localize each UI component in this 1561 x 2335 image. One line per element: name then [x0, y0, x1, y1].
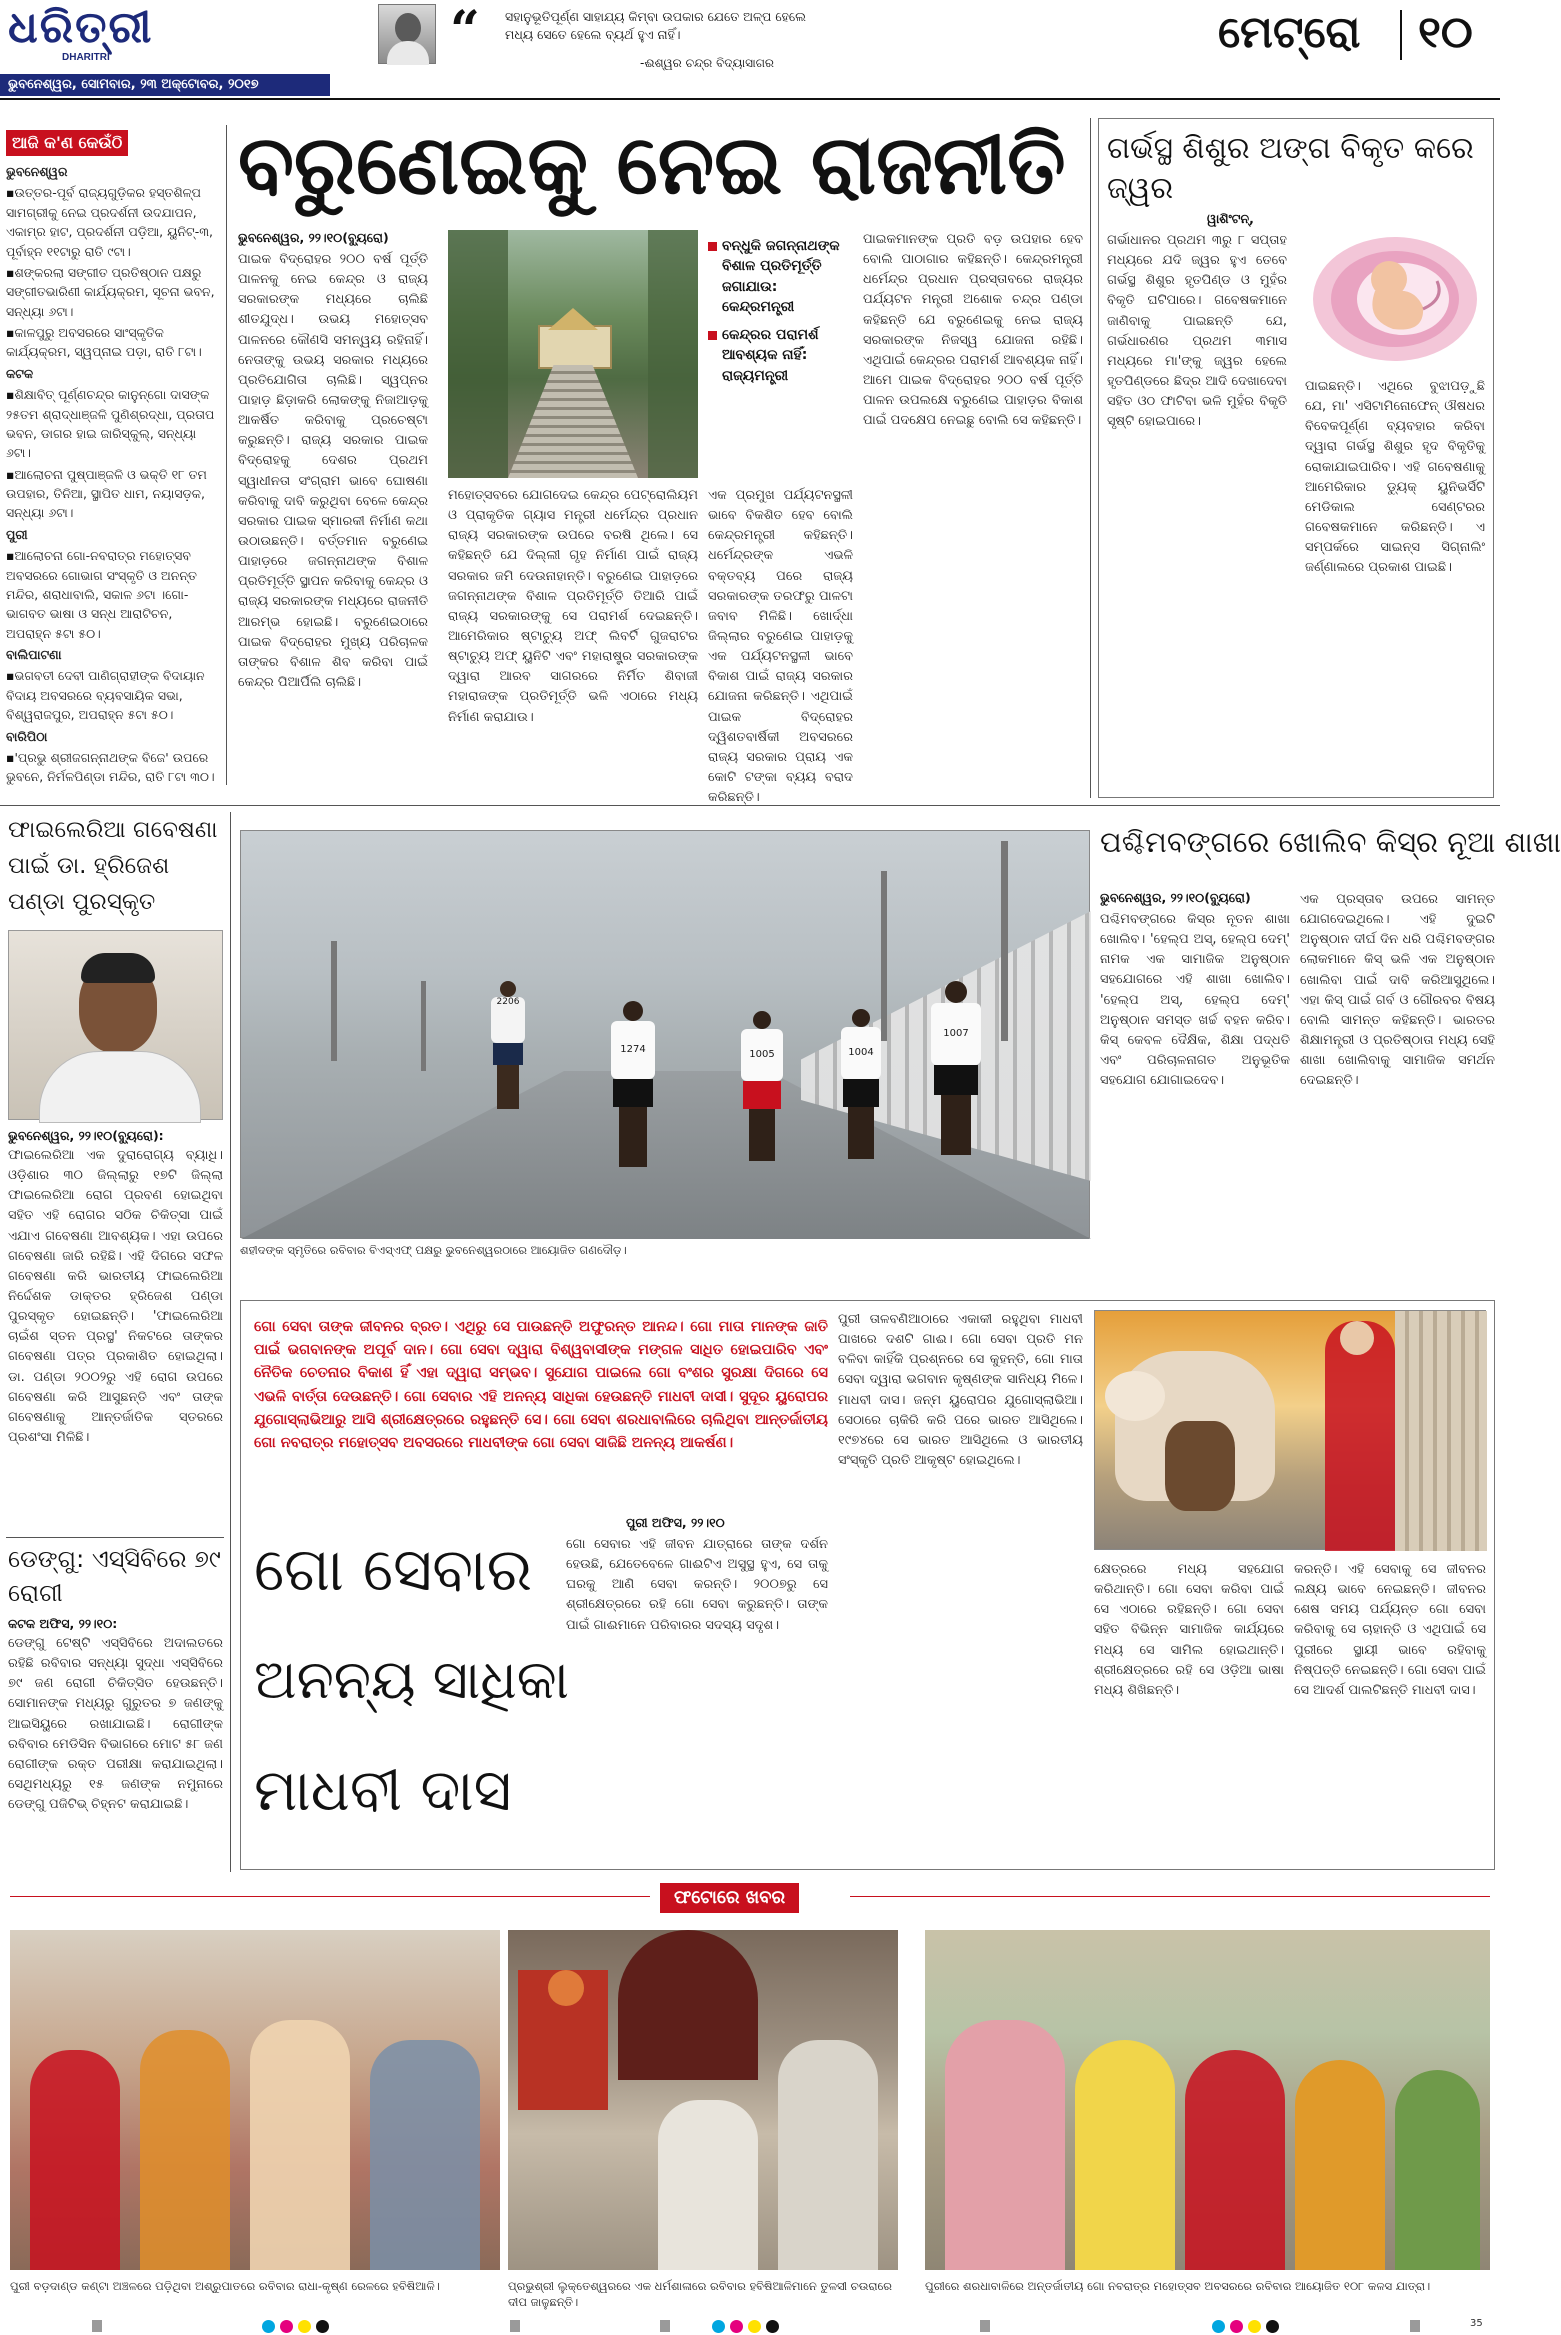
dengue-dateline: କଟକ ଅଫିସ, ୨୨।୧୦:	[8, 1616, 118, 1631]
runner	[931, 981, 981, 1161]
photo-news-3	[925, 1930, 1490, 2270]
runner-bib: 1004	[841, 1027, 881, 1079]
go-seva-headline-line-3: ମାଧବୀ ଦାସ	[254, 1756, 512, 1824]
events-section-baripitha: ବାରିପିଠା ▪ 'ପ୍ରଭୁ ଶ୍ରୀଜଗନ୍ନାଥଙ୍କ ବିଜେ' ଉପରେ ଭୁବନେ, ନିର୍ମଳପିଣ୍ଡା ମନ୍ଦିର, ରାତି ୮ଟା ୩୦।	[6, 727, 218, 787]
fetus-body-col-1: ଗର୍ଭାଧାନର ପ୍ରଥମ ୩ରୁ ୮ ସପ୍ତାହ ମଧ୍ୟରେ ଯଦି ଜ୍ୱର ହୁଏ ତେବେ ଗର୍ଭସ୍ଥ ଶିଶୁର ହୃତପିଣ୍ଡ ଓ ମୁହଁର ବିକୃତି ଘଟିପାରେ। ଗବେଷକମାନେ ଜାଣିବାକୁ ପାଇଛନ୍ତି ଯେ, ଗର୍ଭଧାରଣର ପ୍ରଥମ ୩ମାସ ମଧ୍ୟରେ ମା'ଙ୍କୁ ଜ୍ୱର ହେଲେ ହୃତପିଣ୍ଡରେ ଛିଦ୍ର ଆଦି ଦେଖାଦେବା ସହିତ ଓଠ ଫାଟିବା ଭଳି ମୁହଁର ବିକୃତି ସୃଷ୍ଟି ହୋଇପାରେ।	[1107, 233, 1287, 430]
quote-mark-icon: “	[450, 0, 480, 61]
runner-bib: 2206	[491, 997, 525, 1043]
grey-bar-mark	[92, 2320, 102, 2332]
event-item: ▪ 'ପ୍ରଭୁ ଶ୍ରୀଜଗନ୍ନାଥଙ୍କ ବିଜେ' ଉପରେ ଭୁବନେ, ନିର୍ମଳପିଣ୍ଡା ମନ୍ଦିର, ରାତି ୮ଟା ୩୦।	[6, 748, 218, 787]
marathon-caption: ଶହୀଦଙ୍କ ସ୍ମୃତିରେ ରବିବାର ବିଏସ୍‌ଏଫ୍ ପକ୍ଷରୁ ଭୁବନେଶ୍ୱରଠାରେ ଆୟୋଜିତ ଗଣଦୌଡ଼।	[240, 1243, 627, 1257]
kisr-headline: ପଶ୍ଚିମବଙ୍ଗରେ ଖୋଲିବ କିସ୍‌ର ନୂଆ ଶାଖା	[1100, 825, 1561, 859]
go-seva-headline-line-1: ଗୋ ସେବାର	[254, 1535, 533, 1605]
lead-body-col-3: ଏକ ପ୍ରମୁଖ ପର୍ଯ୍ୟଟନସ୍ଥଳୀ ଭାବେ ବିକଶିତ ହେବ ବୋଲି କେନ୍ଦ୍ରମନ୍ତ୍ରୀ କହିଛନ୍ତି। ଧର୍ମେନ୍ଦ୍ରଙ୍କ ଏଭଳି ବକ୍ତବ୍ୟ ପରେ ରାଜ୍ୟ ସରକାରଙ୍କ ତରଫରୁ ପାଳଟା ଜବାବ ମିଳିଛି। ଖୋର୍ଦ୍ଧା ଜିଲ୍ଲାର ବରୁଣେଇ ପାହାଡ଼କୁ ଏକ ପର୍ଯ୍ୟଟନସ୍ଥଳୀ ଭାବେ ବିକାଶ ପାଇଁ ରାଜ୍ୟ ସରକାର ଯୋଜନା କରିଛନ୍ତି। ଏଥିପାଇଁ ପାଇକ ବିଦ୍ରୋହର ଦ୍ୱିଶତବାର୍ଷିକୀ ଅବସରରେ ରାଜ୍ୟ ସରକାର ପ୍ରାୟ ଏକ କୋଟି ଟଙ୍କା ବ୍ୟୟ ବରାଦ କରିଛନ୍ତି।	[708, 488, 853, 806]
print-registration-marks	[0, 2318, 1500, 2335]
event-item: ▪ ଶଙ୍କରଲା ସଙ୍ଗୀତ ପ୍ରତିଷ୍ଠାନ ପକ୍ଷରୁ ସଙ୍ଗୀତଭାରିଣୀ କାର୍ଯ୍ୟକ୍ରମ, ସୂଚନା ଭବନ, ସନ୍ଧ୍ୟା ୬ଟା।	[6, 263, 218, 321]
go-seva-headline-line-2: ଅନନ୍ୟ ସାଧିକା	[254, 1648, 570, 1711]
dengue-headline: ଡେଙ୍ଗୁ: ଏସ୍‌ସିବିରେ ୭୯ ରୋଗୀ	[8, 1545, 221, 1607]
lead-body-col-1: ପାଇକ ବିଦ୍ରୋହର ୨୦୦ ବର୍ଷ ପୂର୍ତ୍ତି ପାଳନକୁ ନେଇ କେନ୍ଦ୍ର ଓ ରାଜ୍ୟ ସରକାରଙ୍କ ମଧ୍ୟରେ ଚାଲିଛି ଶୀତଯୁଦ୍ଧ। ଉଭୟ ମହୋତ୍ସବ ପାଳନରେ କୌଣସି ସମନ୍ୱୟ ରହିନାହିଁ। ନେତାଙ୍କୁ ଉଭୟ ସରକାର ମଧ୍ୟରେ ପ୍ରତିଯୋଗିତା ଚାଲିଛି। ସ୍ୱପ୍ନର ପାହାଡ଼ ଛିଡ଼ାକରି ଲୋକଙ୍କୁ ନିଜାଆଡ଼କୁ ଆକର୍ଷିତ କରିବାକୁ ପ୍ରଚେଷ୍ଟା କରୁଛନ୍ତି। ରାଜ୍ୟ ସରକାର ପାଇକ ବିଦ୍ରୋହକୁ ଦେଶର ପ୍ରଥମ ସ୍ୱାଧୀନତା ସଂଗ୍ରାମ ଭାବେ ଘୋଷଣା କରିବାକୁ ଦାବି କରୁଥିବା ବେଳେ କେନ୍ଦ୍ର ସରକାର ପାଇକ ସ୍ମାରକୀ ନିର୍ମାଣ କଥା ଉଠାଉଛନ୍ତି। ବର୍ତ୍ତମାନ ବରୁଣେଇ ପାହାଡ଼ରେ ଜଗନ୍ନାଥଙ୍କ ବିଶାଳ ପ୍ରତିମୂର୍ତ୍ତି ସ୍ଥାପନ କରିବାକୁ କେନ୍ଦ୍ର ଓ ରାଜ୍ୟ ସରକାରଙ୍କ ମଧ୍ୟରେ ରାଜନୀତି ଆରମ୍ଭ ହୋଇଛି। ବରୁଣେଇଠାରେ ପାଇକ ବିଦ୍ରୋହର ମୁଖ୍ୟ ପରିଚାଳକ ତାଙ୍କର ବିଶାଳ ଶିବ କରିବା ପାଇଁ କେନ୍ଦ୍ର ପିଆର୍ପିଲି ଚାଲିଛି।	[238, 252, 428, 690]
lead-photo-barunei-hill	[448, 230, 698, 478]
go-seva-intro: ଗୋ ସେବା ତାଙ୍କ ଜୀବନର ବ୍ରତ। ଏଥିରୁ ସେ ପାଉଛନ୍ତି ଅଫୁରନ୍ତ ଆନନ୍ଦ। ଗୋ ମାତା ମାନଙ୍କ ଜାତି ପାଇଁ ଭଗବାନଙ୍କ ଅପୂର୍ବ ଦାନ। ଗୋ ସେବା ଦ୍ୱାରା ବିଶ୍ୱବାସୀଙ୍କ ମଙ୍ଗଳ ସାଧିତ ହୋଇପାରିବ ଏବଂ ନୈତିକ ଚେତନାର ବିକାଶ ହିଁ ଏହା ଦ୍ୱାରା ସମ୍ଭବ। ସୁଯୋଗ ପାଇଲେ ଗୋ ବଂଶର ସୁରକ୍ଷା ଦିଗରେ ସେ ଏଭଳି ବାର୍ତ୍ତା ଦେଉଛନ୍ତି। ଗୋ ସେବାର ଏହି ଅନନ୍ୟ ସାଧିକା ହେଉଛନ୍ତି ମାଧବୀ ଦାସୀ। ସୁଦୂର ୟୁରୋପର ଯୁଗୋସ୍ଲାଭିଆରୁ ଆସି ଶ୍ରୀକ୍ଷେତ୍ରରେ ରହୁଛନ୍ତି ସେ। ଗୋ ସେବା ଶରଧାବାଲିରେ ଚାଲିଥିବା ଆନ୍ତର୍ଜାତୀୟ ଗୋ ନବରାତ୍ର ମହୋତ୍ସବ ଅବସରରେ ମାଧବୀଙ୍କ ଗୋ ସେବା ସାଜିଛି ଅନନ୍ୟ ଆକର୍ଷଣ।	[254, 1319, 828, 1451]
event-item: ▪ ଶିକ୍ଷାବିତ୍ ପୂର୍ଣ୍ଣଚନ୍ଦ୍ର କାନୁନ୍‌ଗୋ ଦାସଙ୍କ ୨୫ତମ ଶ୍ରାଦ୍ଧାଞ୍ଜଳି ପୁଣିଶ୍ରଦ୍ଧା, ପ୍ରତାପ ଭବନ, ଡାଗର ହାଇ ଜାରିସ୍କୁଲ୍, ସନ୍ଧ୍ୟା ୬ଟା।	[6, 385, 218, 463]
masthead-quote: ସହାନୁଭୂତିପୂର୍ଣ୍ଣ ସାହାଯ୍ୟ କିମ୍ବା ଉପକାର ଯେତେ ଅଳ୍ପ ହେଲେ ମଧ୍ୟ ସେତେ ହେଲେ ବ୍ୟର୍ଥ ହୁଏ ନାହିଁ।	[505, 9, 807, 43]
dateline-bar	[0, 74, 330, 96]
square-bullet-icon	[708, 242, 717, 251]
logo-text: ଧରିତ୍ରୀ	[8, 2, 154, 53]
fetus-dateline: ୱାଶିଂଟନ୍,	[1207, 211, 1254, 226]
go-seva-body-col-3: କ୍ଷେତ୍ରରେ ମଧ୍ୟ ସହଯୋଗ କରିଥାନ୍ତି। ଗୋ ସେବା କରିବା ପାଇଁ ସେ ଏଠାରେ ରହିଛନ୍ତି। ଗୋ ସେବା ସହିତ ବିଭିନ୍ନ ସାମାଜିକ କାର୍ଯ୍ୟରେ ମଧ୍ୟ ସେ ସାମିଲ ହୋଇଥାନ୍ତି। ଶ୍ରୀକ୍ଷେତ୍ରରେ ରହି ସେ ଓଡ଼ିଆ ଭାଷା ମଧ୍ୟ ଶିଖିଛନ୍ତି।	[1094, 1562, 1284, 1698]
photo-news-caption-1: ପୁରୀ ବଡ଼ଦାଣ୍ଡ କଣ୍ଟା ଅଞ୍ଚଳରେ ପଡ଼ିଥିବା ଅଶ୍ରୁପାତରେ ରବିବାର ରାଧା-କୃଷ୍ଣ ରେଳରେ ହବିଷିଆଳି।	[10, 2279, 440, 2293]
runner	[841, 1009, 881, 1159]
runner-bib: 1007	[931, 1003, 981, 1065]
events-sidebar	[6, 130, 218, 790]
go-seva-body-col-4: କରନ୍ତି। ଏହି ସେବାକୁ ସେ ଜୀବନର ଲକ୍ଷ୍ୟ ଭାବେ ନେଇଛନ୍ତି। ଜୀବନର ଶେଷ ସମୟ ପର୍ଯ୍ୟନ୍ତ ଗୋ ସେବା କରିବାକୁ ସେ ଚାହାନ୍ତି ଓ ଏଥିପାଇଁ ସେ ପୁରୀରେ ସ୍ଥାୟୀ ଭାବେ ରହିବାକୁ ନିଷ୍ପତ୍ତି ନେଇଛନ୍ତି। ଗୋ ସେବା ପାଇଁ ସେ ଆଦର୍ଶ ପାଲଟିଛନ୍ତି ମାଧବୀ ଦାସ।	[1294, 1562, 1486, 1698]
masthead	[0, 0, 1500, 70]
photo-news-1	[10, 1930, 500, 2270]
logo-sub: DHARITRI	[62, 52, 110, 63]
events-section-bhubaneswar: ଭୁବନେଶ୍ୱର ▪ ଉତ୍ତର-ପୂର୍ବ ରାଜ୍ୟଗୁଡ଼ିକର ହସ୍ତଶିଳ୍ପ ସାମଗ୍ରୀକୁ ନେଇ ପ୍ରଦର୍ଶନୀ ଉଦଯାପନ, ଏକାମ୍ର ହାଟ, ପ୍ରଦର୍ଶନୀ ପଡ଼ିଆ, ୟୁନିଟ୍-୩, ପୂର୍ବାହ୍ନ ୧୧ଟାରୁ ରାତି ୯ଟା। ▪ ଶଙ୍କରଲା ସଙ୍ଗୀତ ପ୍ରତିଷ୍ଠାନ ପକ୍ଷରୁ ସଙ୍ଗୀତଭାରିଣୀ କାର୍ଯ୍ୟକ୍ରମ, ସୂଚନା ଭବନ, ସନ୍ଧ୍ୟା ୬ଟା। ▪ କାଳପୁରୁ ଅବସରରେ ସାଂସ୍କୃତିକ କାର୍ଯ୍ୟକ୍ରମ, ସ୍ୱପ୍ନାଇ ପଡ଼ା, ରାତି ୮ଟା।	[6, 162, 218, 362]
logo	[8, 4, 183, 66]
dengue-body: ଡେଙ୍ଗୁ ଟେଷ୍ଟି ଏସ୍‌ସିବିରେ ଅଦାଲତରେ ରହିଛି ରବିବାର ସନ୍ଧ୍ୟା ସୁଦ୍ଧା ଏସ୍‌ସିବିରେ ୭୯ ଜଣ ରୋଗୀ ଚିକିତ୍ସିତ ହେଉଛନ୍ତି। ସୋମାନଙ୍କ ମଧ୍ୟରୁ ଗୁରୁତର ୭ ଜଣଙ୍କୁ ଆଇସିୟୁରେ ରଖାଯାଇଛି। ରୋଗୀଙ୍କ ରବିବାର ମେଡିସିନ ବିଭାଗରେ ମୋଟ ୫୮ ଜଣ ରୋଗୀଙ୍କ ରକ୍ତ ପରୀକ୍ଷା କରାଯାଇଥିଲା। ସେଥିମଧ୍ୟରୁ ୧୫ ଜଣଙ୍କ ନମୁନାରେ ଡେଙ୍ଗୁ ପଜିଟିଭ୍ ଚିହ୍ନଟ କରାଯାଇଛି।	[8, 1636, 223, 1813]
square-bullet-icon	[708, 331, 717, 340]
lead-body-col-2: ମହୋତ୍ସବରେ ଯୋଗଦେଇ କେନ୍ଦ୍ର ପେଟ୍ରୋଲିୟମ ଓ ପ୍ରାକୃତିକ ଗ୍ୟାସ ମନ୍ତ୍ରୀ ଧର୍ମେନ୍ଦ୍ର ପ୍ରଧାନ ରାଜ୍ୟ ସରକାରଙ୍କ ଉପରେ ବରଷି ଥିଲେ। ସେ କହିଛନ୍ତି ଯେ ଦିଲ୍ଲୀ ଗୃହ ନିର୍ମାଣ ପାଇଁ ରାଜ୍ୟ ସରକାର ଜମି ଦେଉନାହାନ୍ତି। ବରୁଣେଇ ପାହାଡ଼ରେ ଜଗନ୍ନାଥଙ୍କ ବିଶାଳ ପ୍ରତିମୂର୍ତ୍ତି ତିଆରି ପାଇଁ ରାଜ୍ୟ ସରକାରଙ୍କୁ ସେ ପରାମର୍ଶ ଦେଇଛନ୍ତି। ଆମେରିକାର ଷ୍ଟାଚ୍ୟୁ ଅଫ୍ ଲିବର୍ଟି ଗୁଜରାଟର ଷ୍ଟାଚ୍ୟୁ ଅଫ୍ ୟୁନିଟି ଏବଂ ମହାରାଷ୍ଟ୍ର ସରକାରଙ୍କ ଦ୍ୱାରା ଆରବ ସାଗରରେ ନିର୍ମିତ ଶିବାଜୀ ମହାରାଜଙ୍କ ପ୍ରତିମୂର୍ତ୍ତି ଭଳି ଏଠାରେ ମଧ୍ୟ ନିର୍ମାଣ କରାଯାଉ।	[448, 488, 698, 725]
event-item: ▪ କାଳପୁରୁ ଅବସରରେ ସାଂସ୍କୃତିକ କାର୍ଯ୍ୟକ୍ରମ, ସ୍ୱପ୍ନାଇ ପଡ଼ା, ରାତି ୮ଟା।	[6, 323, 218, 362]
events-section-puri: ପୁରୀ ▪ ଆଲୋଚନା ଗୋ-ନବରାତ୍ର ମହୋତ୍ସବ ଅବସରରେ ଗୋଭାଗ ସଂସ୍କୃତି ଓ ଅନନ୍ତ ମନ୍ଦିର, ଶରାଧାବାଲି, ସକାଳ ୬ଟା ।ଗୋ-ଭାଗବତ ଭାଷା ଓ ସନ୍ଧ ଆରାଟିଚନ, ଅପରାହ୍ନ ୫ଟା ୫୦।	[6, 525, 218, 643]
photo-news-caption-3: ପୁରୀରେ ଶରଧାବାଳିରେ ଅନ୍ତର୍ଜାତୀୟ ଗୋ ନବରାତ୍ର ମହୋତ୍ସବ ଅବସରରେ ରବିବାର ଆୟୋଜିତ ୧୦୮ କଳସ ଯାତ୍ରା।	[925, 2279, 1431, 2293]
photo-news-caption-2: ପ୍ରଭୁଶ୍ରୀ ଲୁକ୍ତେଶ୍ୱରରେ ଏକ ଧର୍ମଶାଳାରେ ରବିବାର ହବିଷିଆଳିମାନେ ତୁଳସୀ ଚଉରାରେ ଦୀପ ଜାଳୁଛନ୍ତି।	[508, 2279, 893, 2310]
madhavi-cow-photo	[1094, 1310, 1486, 1550]
grey-bar-mark	[1410, 2320, 1420, 2332]
event-item: ▪ ଆଲୋଚନା ଗୋ-ନବରାତ୍ର ମହୋତ୍ସବ ଅବସରରେ ଗୋଭାଗ ସଂସ୍କୃତି ଓ ଅନନ୍ତ ମନ୍ଦିର, ଶରାଧାବାଲି, ସକାଳ ୬ଟା ।ଗୋ-ଭାଗବତ ଭାଷା ଓ ସନ୍ଧ ଆରାଟିଚନ, ଅପରାହ୍ନ ୫ଟା ୫୦।	[6, 546, 218, 643]
fetus-story-box	[1098, 118, 1494, 798]
page-number: ୧୦	[1418, 7, 1473, 58]
lead-highlight-2: କେନ୍ଦ୍ରର ପରାମର୍ଶ ଆବଶ୍ୟକ ନାହିଁ: ରାଜ୍ୟମନ୍ତ୍ରୀ	[708, 325, 853, 386]
lead-body-col-4: ପାଇକମାନଙ୍କ ପ୍ରତି ବଡ଼ ଉପହାର ହେବ ବୋଲି ପାଠାଗାର କହିଛନ୍ତି। କେନ୍ଦ୍ରମନ୍ତ୍ରୀ ଧର୍ମେନ୍ଦ୍ର ପ୍ରଧାନ ପ୍ରସ୍ତାବରେ ରାଜ୍ୟର ପର୍ଯ୍ୟଟନ ମନ୍ତ୍ରୀ ଅଶୋକ ଚନ୍ଦ୍ର ପଣ୍ଡା କହିଛନ୍ତି ଯେ ବରୁଣେଇକୁ ନେଇ ରାଜ୍ୟ ସରକାରଙ୍କ ନିଜସ୍ୱ ଯୋଜନା ରହିଛି। ଏଥିପାଇଁ କେନ୍ଦ୍ରର ପରାମର୍ଶ ଆବଶ୍ୟକ ନାହିଁ। ଆମେ ପାଇକ ବିଦ୍ରୋହର ୨୦୦ ବର୍ଷ ପୂର୍ତ୍ତି ପାଳନ ଉପଲକ୍ଷେ ବରୁଣେଇ ପାହାଡ଼ର ବିକାଶ ପାଇଁ ପଦକ୍ଷେପ ନେଇଛୁ ବୋଲି ସେ କହିଛନ୍ତି।	[863, 232, 1083, 429]
events-header: ଆଜି କ'ଣ କେଉଁଠି	[6, 130, 128, 156]
event-item: ▪ ଆଲୋଚନା ପୁଷ୍ପାଞ୍ଜଳି ଓ ଭକ୍ତି ୧୮ ତମ ଉପହାର, ତିନିଆ, ସ୍ଥାପିତ ଧାମ, ନୟାସଡ଼କ, ସନ୍ଧ୍ୟା ୬ଟା।	[6, 465, 218, 523]
photo-news-banner: ଫଟୋରେ ଖବର	[660, 1883, 799, 1913]
event-item: ▪ ଉତ୍ତର-ପୂର୍ବ ରାଜ୍ୟଗୁଡ଼ିକର ହସ୍ତଶିଳ୍ପ ସାମଗ୍ରୀକୁ ନେଇ ପ୍ରଦର୍ଶନୀ ଉଦଯାପନ, ଏକାମ୍ର ହାଟ, ପ୍ରଦର୍ଶନୀ ପଡ଼ିଆ, ୟୁନିଟ୍-୩, ପୂର୍ବାହ୍ନ ୧୧ଟାରୁ ରାତି ୯ଟା।	[6, 183, 218, 261]
edition-dateline: ଭୁବନେଶ୍ୱର, ସୋମବାର, ୨୩ ଅକ୍ଟୋବର, ୨୦୧୭	[8, 77, 259, 92]
kisr-body-col-2: ଏକ ପ୍ରସ୍ତାବ ଉପରେ ସାମନ୍ତ ଯୋଗଦେଇଥିଲେ। ଏହି ଦୁଇଟି ଅନୁଷ୍ଠାନ ଦୀର୍ଘ ଦିନ ଧରି ପଶ୍ଚିମବଙ୍ଗର ଲୋକମାନେ କିସ୍ ଭଳି ଏକ ଅନୁଷ୍ଠାନ ଖୋଲିବା ପାଇଁ ଦାବି କରିଆସୁଥିଲେ। ଏହା କିସ୍ ପାଇଁ ଗର୍ବ ଓ ଗୌରବର ବିଷୟ ବୋଲି ସାମନ୍ତ କହିଛନ୍ତି। ଭାରତର ଶିକ୍ଷାମନ୍ତ୍ରୀ ଓ ପ୍ରତିଷ୍ଠାତା ମଧ୍ୟ ସେହି ଶାଖା ଖୋଲିବାକୁ ସାମାଜିକ ସମର୍ଥନ ଦେଇଛନ୍ତି।	[1300, 892, 1495, 1089]
grey-bar-mark	[510, 2320, 520, 2332]
marathon-photo	[240, 830, 1090, 1238]
event-item: ▪ ଭଗବତୀ ଦେବୀ ପାଣିଗ୍ରାହୀଙ୍କ ବିଦାୟାନ ବିଦାୟ ଅବସରରେ ବ୍ୟବସାୟିକ ସଭା, ବିଶ୍ୱରାଜପୁର, ଅପରାହ୍ନ ୫ଟା ୫୦।	[6, 666, 218, 724]
events-section-cuttack: କଟକ ▪ ଶିକ୍ଷାବିତ୍ ପୂର୍ଣ୍ଣଚନ୍ଦ୍ର କାନୁନ୍‌ଗୋ ଦାସଙ୍କ ୨୫ତମ ଶ୍ରାଦ୍ଧାଞ୍ଜଳି ପୁଣିଶ୍ରଦ୍ଧା, ପ୍ରତାପ ଭବନ, ଡାଗର ହାଇ ଜାରିସ୍କୁଲ୍, ସନ୍ଧ୍ୟା ୬ଟା। ▪ ଆଲୋଚନା ପୁଷ୍ପାଞ୍ଜଳି ଓ ଭକ୍ତି ୧୮ ତମ ଉପହାର, ତିନିଆ, ସ୍ଥାପିତ ଧାମ, ନୟାସଡ଼କ, ସନ୍ଧ୍ୟା ୬ଟା।	[6, 364, 218, 523]
photo-news-2	[508, 1930, 898, 2270]
lead-dateline: ଭୁବନେଶ୍ୱର, ୨୨।୧୦(ବ୍ୟୁରୋ)	[238, 230, 389, 245]
quote-author: -ଈଶ୍ୱର ଚନ୍ଦ୍ର ବିଦ୍ୟାସାଗର	[640, 56, 775, 70]
filaria-body: ଫାଇଲେରିଆ ଏକ ଦୁରାରୋଗ୍ୟ ବ୍ୟାଧି। ଓଡ଼ିଶାର ୩୦ ଜିଲ୍ଲାରୁ ୧୭ଟି ଜିଲ୍ଲା ଫାଇଲେରିଆ ରୋଗ ପ୍ରବଣ ହୋଇଥିବା ସହିତ ଏହି ରୋଗର ସଠିକ ଚିକିତ୍ସା ପାଇଁ ଏଯାଏ ଗବେଷଣା ଆବଶ୍ୟକ। ଏହା ଉପରେ ଗବେଷଣା ଜାରି ରହିଛି। ଏହି ଦିଗରେ ସଫଳ ଗବେଷଣା କରି ଭାରତୀୟ ଫାଇଲେରିଆ ନିର୍ଦ୍ଦେଶକ ଡାକ୍ତର ହ୍ରିଜେଶ ପଣ୍ଡା ପୁରସ୍କୃତ ହୋଇଛନ୍ତି। 'ଫାଇଲେରିଆ ଚାଇଁଶ ସ୍ତନ ପ୍ରସ୍ଥ' ନିକଟରେ ତାଙ୍କର ଗବେଷଣା ପତ୍ର ପ୍ରକାଶିତ ହୋଇଥିଲା। ଡା. ପଣ୍ଡା ୨୦୦୨ରୁ ଏହି ରୋଗ ଉପରେ ଗବେଷଣା କରି ଆସୁଛନ୍ତି ଏବଂ ତାଙ୍କ ଗବେଷଣାକୁ ଆନ୍ତର୍ଜାତିକ ସ୍ତରରେ ପ୍ରଶଂସା ମିଳିଛି।	[8, 1148, 223, 1445]
runner	[741, 1011, 783, 1161]
fetus-headline: ଗର୍ଭସ୍ଥ ଶିଶୁର ଅଙ୍ଗ ବିକୃତ କରେ ଜ୍ୱର	[1107, 131, 1474, 206]
runner	[491, 981, 525, 1111]
lead-highlights-box	[708, 236, 853, 386]
kisr-body-col-1: ପଶ୍ଚିମବଙ୍ଗରେ କିସ୍‌ର ନୂତନ ଶାଖା ଖୋଲିବ। 'ହେଲ୍ପ ଅସ୍, ହେଲ୍ପ ଦେମ୍' ନାମକ ଏକ ସାମାଜିକ ଅନୁଷ୍ଠାନ ସହଯୋଗରେ ଏହି ଶାଖା ଖୋଲିବ। 'ହେଲ୍ପ ଅସ୍, ହେଲ୍ପ ଦେମ୍' ଅନୁଷ୍ଠାନ ସମସ୍ତ ଖର୍ଚ୍ଚ ବହନ କରିବ। କିସ୍ କେବଳ ଦୈକ୍ଷିକ, ଶିକ୍ଷା ପଦ୍ଧତି ଏବଂ ପରିଚାଳନାଗତ ଅନୁଭୂତିକ ସହଯୋଗ ଯୋଗାଇଦେବ।	[1100, 912, 1290, 1089]
go-seva-body-col-2: ଗୋ ସେବାର ଏହି ଜୀବନ ଯାତ୍ରାରେ ତାଙ୍କ ଦର୍ଶନ ହେଉଛି, ଯେତେବେଳେ ଗାଈଟିଏ ଅସୁସ୍ଥ ହୁଏ, ସେ ତାକୁ ଘରକୁ ଆଣି ସେବା କରନ୍ତି। ୨୦୦୭ରୁ ସେ ଶ୍ରୀକ୍ଷେତ୍ରରେ ରହି ଗୋ ସେବା କରୁଛନ୍ତି। ତାଙ୍କ ପାଇଁ ଗାଈମାନେ ପରିବାରର ସଦସ୍ୟ ସଦୃଶ।	[566, 1537, 828, 1633]
go-seva-dateline: ପୁରୀ ଅଫିସ, ୨୨।୧୦	[626, 1515, 725, 1530]
kisr-dateline: ଭୁବନେଶ୍ୱର, ୨୨।୧୦(ବ୍ୟୁରୋ)	[1100, 890, 1251, 905]
go-seva-headline	[254, 1515, 570, 1860]
grey-bar-mark	[980, 2320, 990, 2332]
fetus-icon	[1305, 229, 1485, 369]
fetus-illustration	[1305, 229, 1485, 369]
runner-bib: 1005	[741, 1029, 783, 1081]
grey-bar-mark	[660, 2320, 670, 2332]
filaria-headline: ଫାଇଲେରିଆ ଗବେଷଣା ପାଇଁ ଡା. ହ୍ରିଜେଶ ପଣ୍ଡା ପୁରସ୍କୃତ	[8, 817, 218, 915]
lead-headline: ବରୁଣେଇକୁ ନେଇ ରାଜନୀତି	[238, 118, 1066, 213]
filaria-dateline: ଭୁବନେଶ୍ୱର, ୨୨।୧୦(ବ୍ୟୁରୋ):	[8, 1128, 164, 1143]
go-seva-body-col-1: ପୁରୀ ତାଳବଣିଆଠାରେ ଏକାକୀ ରହୁଥିବା ମାଧବୀ ପାଖରେ ଦଶଟି ଗାଈ। ଗୋ ସେବା ପ୍ରତି ମନ ବଳିବା କାହିଁକି ପ୍ରଶ୍ନରେ ସେ କୁହନ୍ତି, ଗୋ ମାତା ସେବା ଦ୍ୱାରା ଭଗବାନ କୃଷ୍ଣଙ୍କ ସାନିଧ୍ୟ ମିଳେ। ମାଧବୀ ଦାସ। ଜନ୍ମ ୟୁରୋପର ଯୁଗୋସ୍ଲାଭିଆ। ସେଠାରେ ଚାକିରି କରି ପରେ ଭାରତ ଆସିଥିଲେ। ୧୯୭୪ରେ ସେ ଭାରତ ଆସିଥିଲେ ଓ ଭାରତୀୟ ସଂସ୍କୃତି ପ୍ରତି ଆକୃଷ୍ଟ ହୋଇଥିଲେ।	[838, 1312, 1083, 1468]
dr-panda-portrait	[8, 930, 223, 1120]
runner	[611, 1001, 655, 1171]
fetus-body-col-2: ପାଇଛନ୍ତି। ଏଥିରେ ବୁଝାପଡ଼ୁଛି ଯେ, ମା' ଏସିଟାମିନୋଫେନ୍ ଔଷଧର ବିବେକପୂର୍ଣ୍ଣ ବ୍ୟବହାର କରିବା ଦ୍ୱାରା ଗର୍ଭସ୍ଥ ଶିଶୁର ହୃଦ ବିକୃତିକୁ ରୋକାଯାଇପାରିବ। ଏହି ଗବେଷଣାକୁ ଆମେରିକାର ଡ୍ୟୁକ୍ ୟୁନିଭର୍ସିଟି ମେଡିକାଲ ସେଣ୍ଟରର ଗବେଷକମାନେ କରିଛନ୍ତି। ଏ ସମ୍ପର୍କରେ ସାଇନ୍ସ ସିଗ୍ନାଲିଂ ଜର୍ଣ୍ଣାଲରେ ପ୍ରକାଶ ପାଇଛି।	[1305, 379, 1485, 576]
events-section-balipatna: ବାଲିପାଟଣା ▪ ଭଗବତୀ ଦେବୀ ପାଣିଗ୍ରାହୀଙ୍କ ବିଦାୟାନ ବିଦାୟ ଅବସରରେ ବ୍ୟବସାୟିକ ସଭା, ବିଶ୍ୱରାଜପୁର, ଅପରାହ୍ନ ୫ଟା ୫୦।	[6, 645, 218, 725]
section-name: ମେଟ୍ରୋ	[1218, 7, 1361, 58]
author-portrait	[378, 4, 436, 64]
lead-highlight-1: ବନ୍ଧୁକି ଜଗନ୍ନାଥଙ୍କ ବିଶାଳ ପ୍ରତିମୂର୍ତ୍ତି ଜଗାଯାଉ: କେନ୍ଦ୍ରମନ୍ତ୍ରୀ	[708, 236, 853, 317]
page-marker: 35	[1470, 2318, 1483, 2329]
runner-bib: 1274	[611, 1021, 655, 1079]
